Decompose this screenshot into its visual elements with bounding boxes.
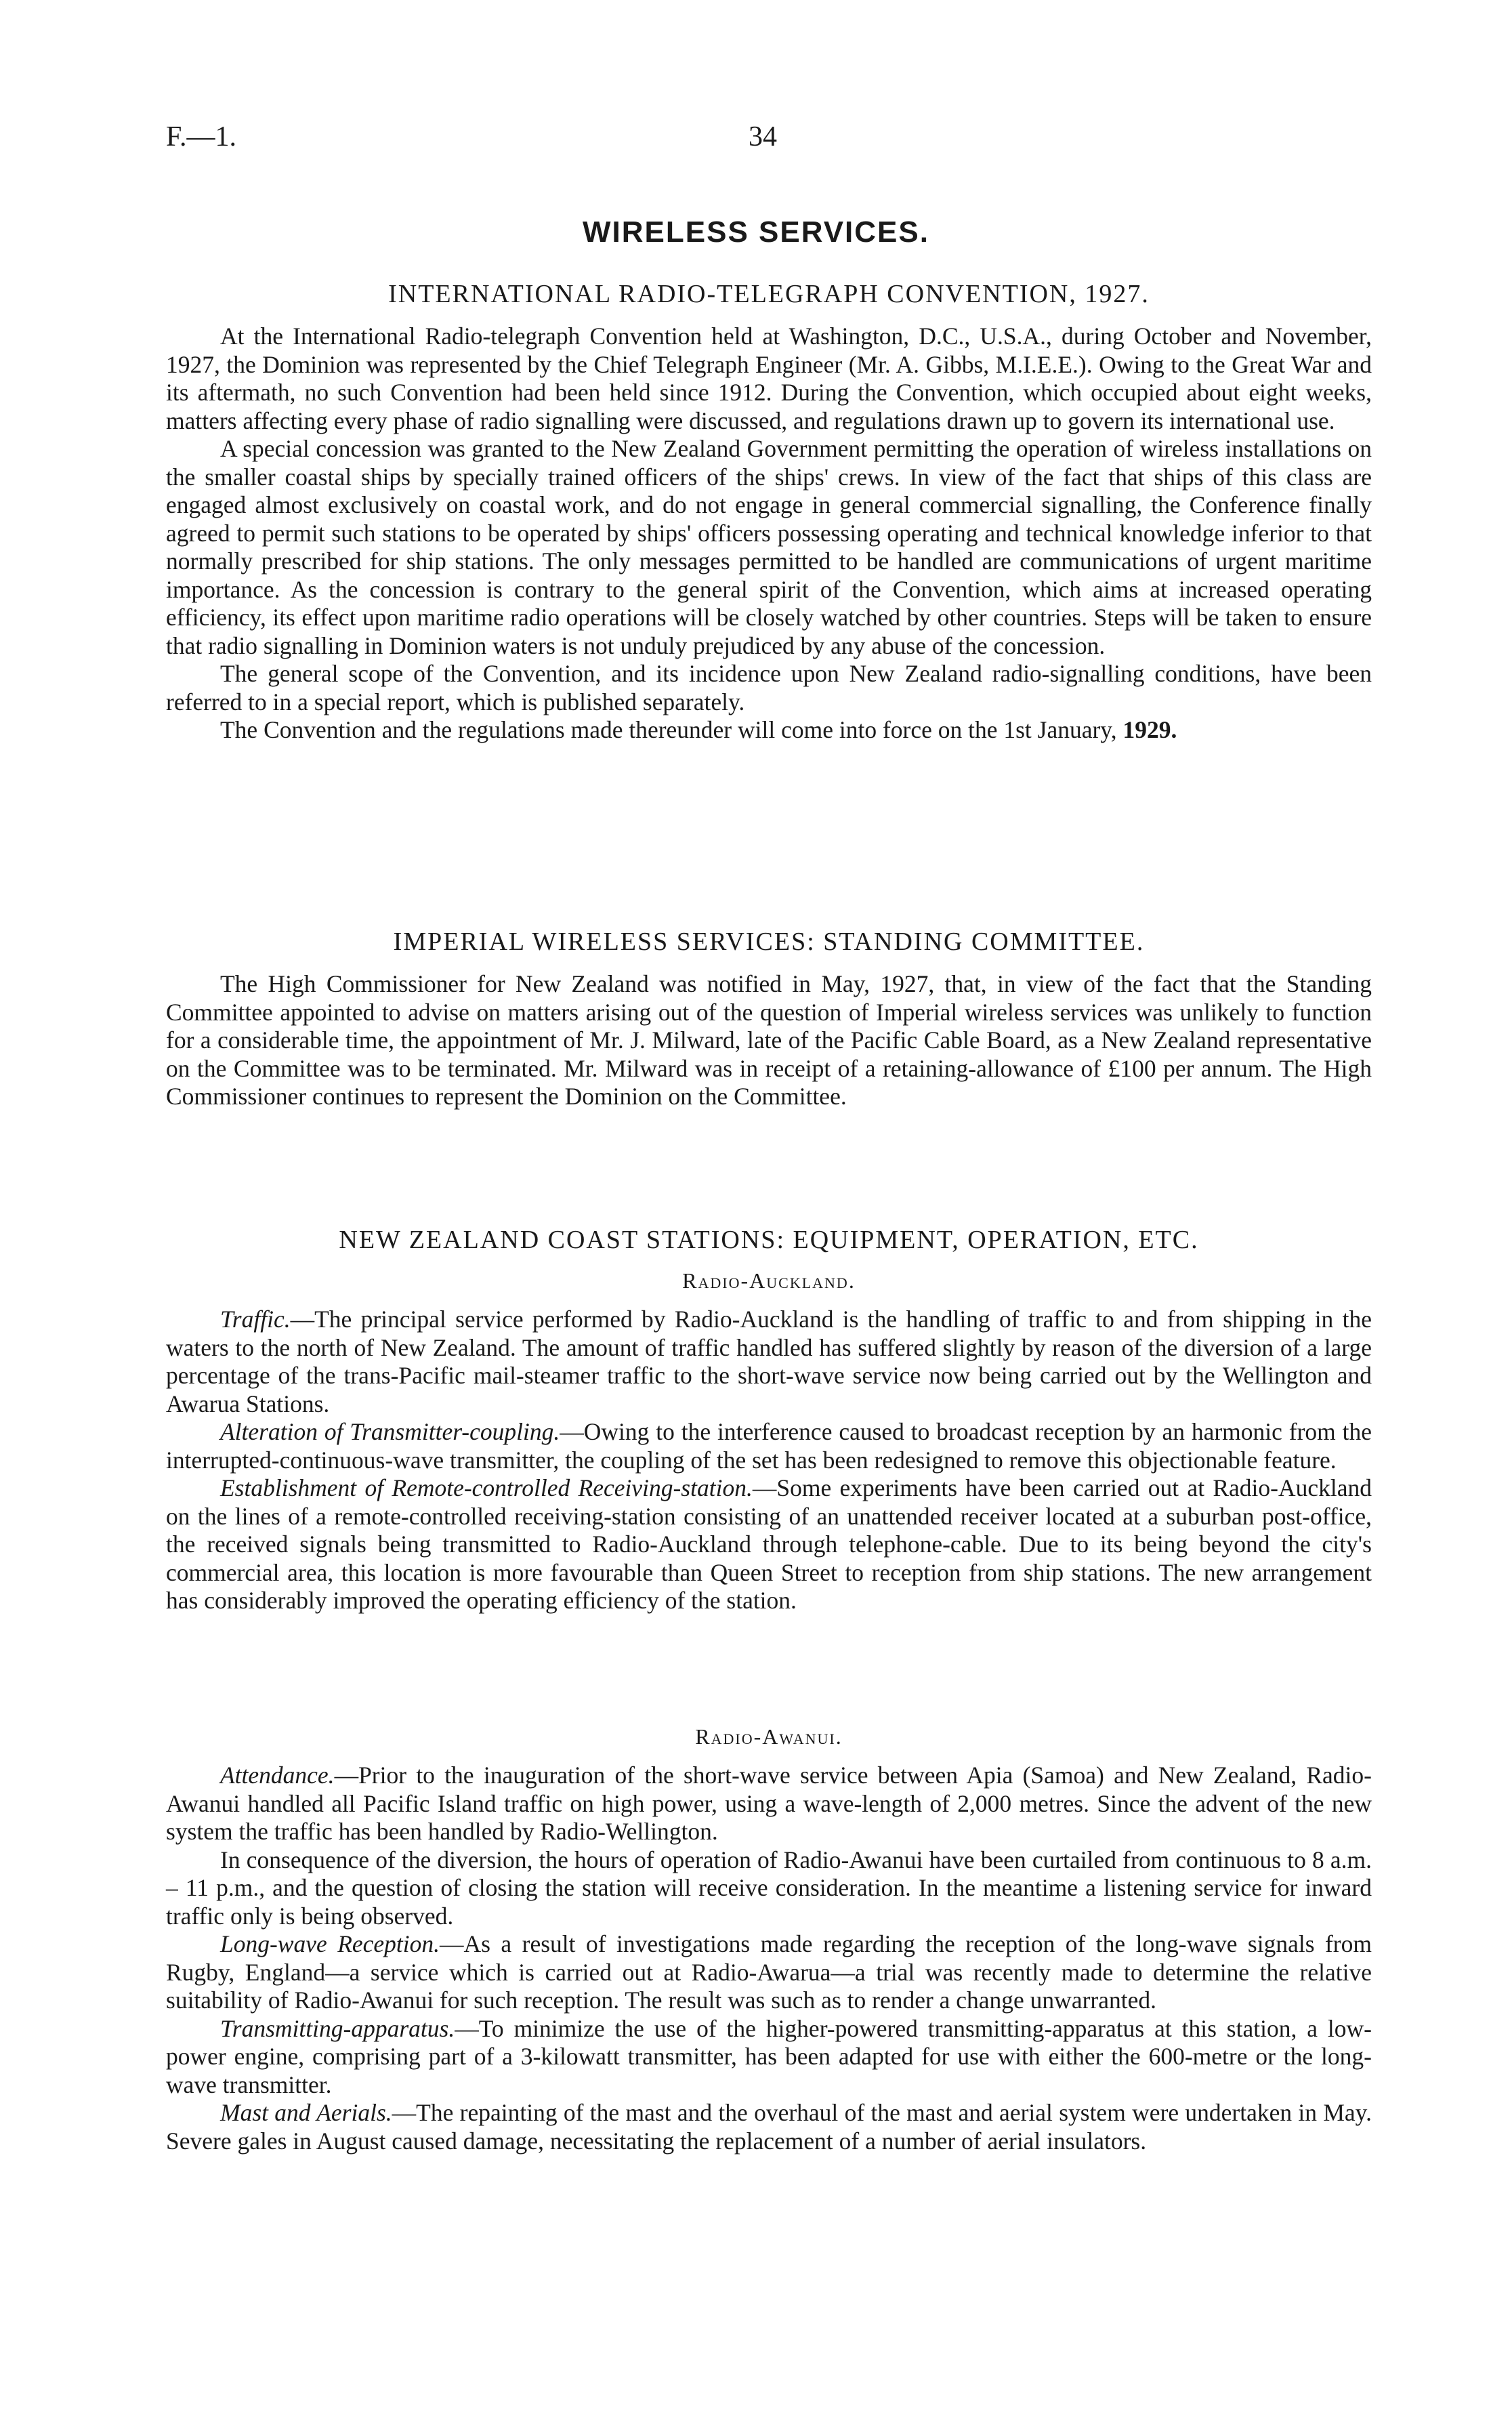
auckland-subheading: Radio-Auckland.	[682, 1268, 856, 1293]
item-label: Long-wave Reception.	[220, 1930, 440, 1957]
convention-paragraph-final	[166, 716, 1372, 745]
item-text: —Prior to the inauguration of the short-wave service between Apia (Samoa) and New Zealand, Radio-Awanui handled all Pacific Island traffic on high power, using a wave-length of 2,000 metres. Since the advent of the new system the traffic has been handled by Radio-Wellington.	[166, 1762, 1372, 1845]
awanui-item	[166, 1762, 1372, 1846]
convention-final-text: The Convention and the regulations made thereunder will come into force on the 1st January,	[220, 716, 1117, 743]
awanui-paragraph: In consequence of the diversion, the hours of operation of Radio-Awanui have been curtailed from continuous to 8 a.m. – 11 p.m., and the question of closing the station will receive consideration. In the meantime a listening service for inward traffic only is being observed.	[166, 1846, 1372, 1930]
convention-paragraph: The general scope of the Convention, and its incidence upon New Zealand radio-signalling conditions, have been referred to in a special report, which is published separately.	[166, 660, 1372, 715]
convention-paragraph: A special concession was granted to the New Zealand Government permitting the operation of wireless installations on the smaller coastal ships by specially trained officers of the ships' crews. In view of the fact that ships of this class are engaged almost exclusively on coastal work, and do not engage in general commercial signalling, the Conference finally agreed to permit such stations to be operated by ships' officers possessing operating and technical knowledge inferior to that normally prescribed for ship stations. The only messages permitted to be handled are communications of urgent maritime importance. As the concession is contrary to the general spirit of the Convention, which aims at increased operating efficiency, its effect upon maritime radio operations will be closely watched by other countries. Steps will be taken to ensure that radio signalling in Dominion waters is not unduly prejudiced by any abuse of the concession.	[166, 435, 1372, 659]
item-label: Attendance.	[220, 1762, 335, 1789]
item-label: Mast and Aerials.	[220, 2099, 392, 2126]
awanui-item	[166, 1930, 1372, 2015]
auckland-item	[166, 1418, 1372, 1474]
item-label: Establishment of Remote-controlled Receiving-station.	[220, 1474, 753, 1501]
imperial-paragraph: The High Commissioner for New Zealand was notified in May, 1927, that, in view of the fact that the Standing Committee appointed to advise on matters arising out of the question of Imperial wireless services was unlikely to function for a considerable time, the appointment of Mr. J. Milward, late of the Pacific Cable Board, as a New Zealand representative on the Committee was to be terminated. Mr. Milward was in receipt of a retaining-allowance of £100 per annum. The High Commissioner continues to represent the Dominion on the Committee.	[166, 970, 1372, 1110]
awanui-subheading: Radio-Awanui.	[695, 1724, 843, 1749]
item-label: Transmitting-apparatus.	[220, 2014, 455, 2042]
item-label: Alteration of Transmitter-coupling.	[220, 1418, 560, 1445]
convention-final-year: 1929.	[1122, 716, 1177, 743]
item-text: —As a result of investigations made regarding the reception of the long-wave signals from Rugby, England—a service which is carried out at Radio-Awarua—a trial was recently made to determine the relative suitability of Radio-Awanui for such reception. The result was such as to render a change unwarranted.	[166, 1930, 1372, 2014]
awanui-section	[166, 1724, 1372, 2155]
item-text: —Owing to the interference caused to broadcast reception by an harmonic from the interrupted-continuous-wave transmitter, the coupling of the set has been redesigned to remove this objectionable feature.	[166, 1418, 1372, 1474]
imperial-heading: IMPERIAL WIRELESS SERVICES: STANDING COMMITTEE.	[393, 928, 1145, 956]
item-label: Traffic.	[220, 1306, 291, 1333]
awanui-item	[166, 2015, 1372, 2100]
item-text: —Some experiments have been carried out at Radio-Auckland on the lines of a remote-controlled receiving-station consisting of an unattended receiver located at a suburban post-office, the received signals being transmitted to Radio-Auckland through telephone-cable. Due to its being beyond the city's commercial area, this location is more favourable than Queen Street to reception from ship stations. The new arrangement has considerably improved the operating efficiency of the station.	[166, 1474, 1372, 1614]
item-text: —The repainting of the mast and the overhaul of the mast and aerial system were undertaken in May. Severe gales in August caused damage, necessitating the replacement of a number of aerial insulators.	[166, 2099, 1372, 2155]
coast-section	[166, 1225, 1372, 1615]
convention-section	[166, 279, 1372, 745]
imperial-section	[166, 927, 1372, 1111]
auckland-item	[166, 1474, 1372, 1615]
coast-heading: NEW ZEALAND COAST STATIONS: EQUIPMENT, OPERATION, ETC.	[339, 1226, 1199, 1254]
page-number: 34	[749, 121, 777, 152]
item-text: —To minimize the use of the higher-powered transmitting-apparatus at this station, a low-power engine, comprising part of a 3-kilowatt transmitter, has been adapted for use with either the 600-metre or the long-wave transmitter.	[166, 2014, 1372, 2098]
auckland-item	[166, 1306, 1372, 1418]
convention-paragraph: At the International Radio-telegraph Convention held at Washington, D.C., U.S.A., during October and November, 1927, the Dominion was represented by the Chief Telegraph Engineer (Mr. A. Gibbs, M.I.E.E.). Owing to the Great War and its aftermath, no such Convention had been held since 1912. During the Convention, which occupied about eight weeks, matters affecting every phase of radio signalling were discussed, and regulations drawn up to govern its international use.	[166, 323, 1372, 434]
page-title: WIRELESS SERVICES.	[583, 215, 929, 249]
item-text: —The principal service performed by Radio-Auckland is the handling of traffic to and from shipping in the waters to the north of New Zealand. The amount of traffic handled has suffered slightly by reason of the diversion of a large percentage of the trans-Pacific mail-steamer traffic to the short-wave service now being carried out by the Wellington and Awarua Stations.	[166, 1306, 1372, 1417]
awanui-item	[166, 2099, 1372, 2155]
convention-heading: INTERNATIONAL RADIO-TELEGRAPH CONVENTION, 1927.	[388, 280, 1150, 308]
page-reference: F.—1.	[166, 121, 236, 152]
